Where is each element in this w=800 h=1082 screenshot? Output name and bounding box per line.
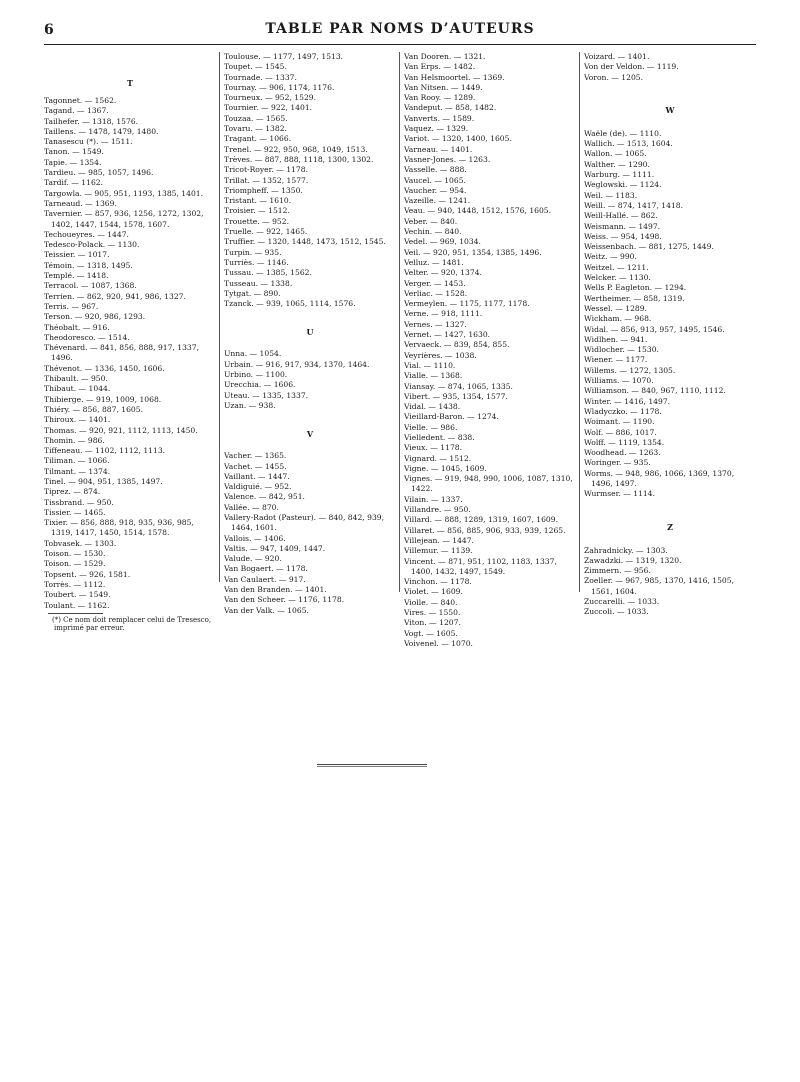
index-entry: Uteau. — 1335, 1337. xyxy=(224,390,309,400)
footnote: (*) Ce nom doit remplacer celui de Tresesco, imprimé par erreur. xyxy=(52,615,212,633)
index-entry: Tanasescu (*). — 1511. xyxy=(44,137,133,147)
index-entry: Theodoresco. — 1514. xyxy=(44,332,130,342)
footnote-rule xyxy=(48,613,103,614)
index-entry: Wickham. — 968. xyxy=(584,314,652,324)
index-entry: Thibault. — 950. xyxy=(44,374,108,384)
index-entry: Weitz. — 990. xyxy=(584,252,637,262)
index-entry: Villemur. — 1139. xyxy=(404,546,473,556)
index-entry: Trèves. — 887, 888, 1118, 1300, 1302. xyxy=(224,154,374,164)
index-entry: Vaillant. — 1447. xyxy=(224,471,290,481)
bottom-rule xyxy=(317,766,427,767)
index-entry: Vires. — 1550. xyxy=(404,608,461,618)
index-entry: Tourneux. — 952, 1529. xyxy=(224,93,317,103)
index-entry: Tagand. — 1367. xyxy=(44,106,109,116)
index-entry: Tardieu. — 985, 1057, 1496. xyxy=(44,168,154,178)
index-entry: Thomin. — 986. xyxy=(44,435,105,445)
index-entry: Unna. — 1054. xyxy=(224,349,282,359)
index-entry: Woodhead. — 1263. xyxy=(584,448,661,458)
index-entry: Truffier. — 1320, 1448, 1473, 1512, 1545. xyxy=(224,237,386,247)
index-entry: Taillens. — 1478, 1479, 1480. xyxy=(44,126,159,136)
index-entry: Wells P. Eagleton. — 1294. xyxy=(584,283,687,293)
index-entry: Williams. — 1070. xyxy=(584,376,654,386)
index-entry: Valence. — 842, 951. xyxy=(224,492,305,502)
index-entry: Tailhefer. — 1318, 1576. xyxy=(44,116,139,126)
index-entry: Van Caulaert. — 917. xyxy=(224,574,306,584)
index-entry: Van den Branden. — 1401. xyxy=(224,585,327,595)
index-entry: Valdiguié. — 952. xyxy=(224,482,292,492)
index-entry: Veau. — 940, 1448, 1512, 1576, 1605. xyxy=(404,206,552,216)
index-entry: Verger. — 1453. xyxy=(404,278,466,288)
bottom-rule xyxy=(317,764,427,765)
index-entry: Wiener. — 1177. xyxy=(584,355,648,365)
index-entry: Voizard. — 1401. xyxy=(584,52,650,61)
index-entry: Tedesco-Polack. — 1130. xyxy=(44,240,140,250)
index-entry: Violle. — 840. xyxy=(404,597,458,607)
index-entry: Thévenot. — 1336, 1450, 1606. xyxy=(44,363,165,373)
index-entry: Zuccarelli. — 1033. xyxy=(584,597,660,607)
index-entry: Veyrières. — 1038. xyxy=(404,350,477,360)
index-entry: Vechin. — 840. xyxy=(404,227,462,237)
index-entry: Van den Scheer. — 1176, 1178. xyxy=(224,595,345,605)
index-column-3 xyxy=(404,52,576,649)
index-entry: Woringer. — 935. xyxy=(584,458,651,468)
index-entry: Vogt. — 1605. xyxy=(404,628,458,638)
index-entry: Van Bogaert. — 1178. xyxy=(224,564,308,574)
index-entry: Uzan. — 938. xyxy=(224,400,276,410)
index-entry: Velluz. — 1481. xyxy=(404,257,464,267)
index-entry: Vieux. — 1178. xyxy=(404,443,463,453)
index-entry: Wladyczko. — 1178. xyxy=(584,406,662,416)
index-entry: Vaucher. — 954. xyxy=(404,185,467,195)
index-entry: Vinchon. — 1178. xyxy=(404,577,472,587)
index-entry: Vachet. — 1455. xyxy=(224,461,287,471)
index-entry: Turriès. — 1146. xyxy=(224,257,289,267)
index-entry: Thomas. — 920, 921, 1112, 1113, 1450. xyxy=(44,425,198,435)
index-entry: Témoin. — 1318, 1495. xyxy=(44,260,133,270)
index-entry: Tournier. — 922, 1401. xyxy=(224,103,313,113)
index-entry: Waële (de). — 1110. xyxy=(584,128,662,138)
index-entry: Vielle. — 986. xyxy=(404,422,458,432)
index-entry: Vallée. — 870. xyxy=(224,502,279,512)
index-entry: Tixier. — 856, 888, 918, 935, 936, 985, 1319, 1417, 1450, 1514, 1578. xyxy=(44,518,194,538)
index-entry: Terrien. — 862, 920, 941, 986, 1327. xyxy=(44,291,186,301)
index-entry: Van Dooren. — 1321. xyxy=(404,52,486,61)
index-entry: Van Helsmoortel. — 1369. xyxy=(404,72,505,82)
index-entry: Valude. — 920. xyxy=(224,554,282,564)
index-entry: Thibierge. — 919, 1009, 1068. xyxy=(44,394,162,404)
index-entry: Zoeller. — 967, 985, 1370, 1416, 1505, 1561, 1604. xyxy=(584,576,735,596)
index-entry: Troisier. — 1512. xyxy=(224,206,290,216)
index-entry: Thibaut. — 1044. xyxy=(44,384,111,394)
index-entry: Vielledent. — 838. xyxy=(404,432,475,442)
spacer xyxy=(584,83,756,103)
index-entry: Tragant. — 1066. xyxy=(224,134,292,144)
index-entry: Villejean. — 1447. xyxy=(404,535,474,545)
index-entry: Tilmant. — 1374. xyxy=(44,466,111,476)
spacer xyxy=(224,441,396,451)
index-entry: Viansay. — 874, 1065, 1335. xyxy=(404,381,513,391)
index-entry: Tovaru. — 1382. xyxy=(224,124,287,134)
index-entry: Théobalt. — 916. xyxy=(44,322,110,332)
index-entry: Tobvasek. — 1303. xyxy=(44,538,117,548)
index-entry: Vandeput. — 858, 1482. xyxy=(404,103,497,113)
index-entry: Wurmser. — 1114. xyxy=(584,489,655,499)
index-entry: Vigne. — 1045, 1609. xyxy=(404,463,487,473)
section-letter: T xyxy=(127,78,133,88)
index-entry: Terracol. — 1087, 1368. xyxy=(44,281,137,291)
index-entry: Weismann. — 1497. xyxy=(584,221,661,231)
column-divider xyxy=(579,52,580,592)
index-entry: Wolf. — 886, 1017. xyxy=(584,427,657,437)
index-entry: Weiss. — 954, 1498. xyxy=(584,231,662,241)
index-entry: Tournay. — 906, 1174, 1176. xyxy=(224,82,335,92)
index-entry: Veber. — 840. xyxy=(404,216,458,226)
index-entry: Willems. — 1272, 1305. xyxy=(584,365,676,375)
index-entry: Trenel. — 922, 950, 968, 1049, 1513. xyxy=(224,144,368,154)
index-entry: Vidal. — 1438. xyxy=(404,402,461,412)
index-entry: Tarneaud. — 1369. xyxy=(44,198,117,208)
index-entry: Tanon. — 1549. xyxy=(44,147,104,157)
index-entry: Turpin. — 935. xyxy=(224,247,282,257)
index-entry: Weill. — 874, 1417, 1418. xyxy=(584,200,684,210)
index-entry: Voron. — 1205. xyxy=(584,72,644,82)
index-entry: Van Erps. — 1482. xyxy=(404,62,476,72)
index-entry: Vazeille. — 1241. xyxy=(404,196,471,206)
index-entry: Van Nitsen. — 1449. xyxy=(404,82,483,92)
index-entry: Vignard. — 1512. xyxy=(404,453,472,463)
index-entry: Weglowski. — 1124. xyxy=(584,180,662,190)
index-entry: Widlhen. — 941. xyxy=(584,334,648,344)
index-entry: Wallon. — 1065. xyxy=(584,149,647,159)
spacer xyxy=(584,500,756,520)
page-number: 6 xyxy=(44,22,54,38)
index-entry: Vignes. — 919, 948, 990, 1006, 1087, 1310, 1422. xyxy=(404,474,573,494)
index-entry: Toupet. — 1545. xyxy=(224,62,287,72)
column-divider xyxy=(399,52,400,592)
index-entry: Vedel. — 969, 1034. xyxy=(404,237,481,247)
index-entry: Torrès. — 1112. xyxy=(44,579,106,589)
index-entry: Van Rooy. — 1289. xyxy=(404,93,476,103)
index-entry: Wessel. — 1289. xyxy=(584,303,647,313)
index-entry: Terris. — 967. xyxy=(44,301,99,311)
index-entry: Variot. — 1320, 1400, 1605. xyxy=(404,134,512,144)
index-entry: Topsent. — 926, 1581. xyxy=(44,569,131,579)
index-entry: Williamson. — 840, 967, 1110, 1112. xyxy=(584,386,726,396)
index-entry: Toubert. — 1549. xyxy=(44,590,111,600)
index-entry: Vanverts. — 1589. xyxy=(404,113,475,123)
index-entry: Truelle. — 922, 1465. xyxy=(224,227,308,237)
index-entry: Tiliman. — 1066. xyxy=(44,456,110,466)
index-entry: Winter. — 1416, 1497. xyxy=(584,396,671,406)
index-entry: Voivenel. — 1070. xyxy=(404,638,473,648)
index-entry: Tavernier. — 857, 936, 1256, 1272, 1302, 1402, 1447, 1544, 1578, 1607. xyxy=(44,209,204,229)
index-entry: Urbain. — 916, 917, 934, 1370, 1464. xyxy=(224,359,370,369)
index-entry: Violet. — 1609. xyxy=(404,587,463,597)
index-entry: Weill-Hallé. — 862. xyxy=(584,211,658,221)
index-entry: Zimmern. — 956. xyxy=(584,566,651,576)
index-entry: Tardif. — 1162. xyxy=(44,178,104,188)
index-entry: Tapie. — 1354. xyxy=(44,157,102,167)
index-entry: Urecchia. — 1606. xyxy=(224,380,296,390)
index-entry: Zahradnicky. — 1303. xyxy=(584,545,668,555)
index-entry: Tissier. — 1465. xyxy=(44,507,106,517)
spacer xyxy=(224,309,396,325)
index-entry: Wertheimer. — 858, 1319. xyxy=(584,293,685,303)
index-entry: Woimant. — 1190. xyxy=(584,417,655,427)
index-entry: Vacher. — 1365. xyxy=(224,451,287,461)
index-entry: Weitzel. — 1211. xyxy=(584,262,649,272)
index-entry: Tinel. — 904, 951, 1385, 1497. xyxy=(44,476,163,486)
index-column-4 xyxy=(584,52,756,618)
section-letter: U xyxy=(306,327,314,338)
index-entry: Trouette. — 952. xyxy=(224,216,289,226)
section-letter: W xyxy=(665,104,675,115)
index-entry: Veil. — 920, 951, 1354, 1385, 1496. xyxy=(404,247,542,257)
index-entry: Worms. — 948, 986, 1066, 1369, 1370, 1496, 1497. xyxy=(584,468,735,488)
index-entry: Tytgat. — 890. xyxy=(224,288,281,298)
index-entry: Vincent. — 871, 951, 1102, 1183, 1337, 1400, 1432, 1497, 1549. xyxy=(404,556,557,576)
index-entry: Vialle. — 1368. xyxy=(404,371,463,381)
index-entry: Tissbrand. — 950. xyxy=(44,497,114,507)
index-entry: Villaret. — 856, 885, 906, 933, 939, 1265. xyxy=(404,525,566,535)
index-entry: Verne. — 918, 1111. xyxy=(404,309,483,319)
spacer xyxy=(224,339,396,349)
index-entry: Targowla. — 905, 951, 1193, 1385, 1401. xyxy=(44,188,204,198)
index-entry: Valtis. — 947, 1409, 1447. xyxy=(224,543,326,553)
index-entry: Vervaeck. — 839, 854, 855. xyxy=(404,340,510,350)
index-entry: Vernet. — 1427, 1630. xyxy=(404,330,491,340)
index-entry: Tiprez. — 874. xyxy=(44,487,101,497)
index-entry: Van der Valk. — 1065. xyxy=(224,605,309,615)
index-entry: Walther. — 1290. xyxy=(584,159,650,169)
index-entry: Weissenbach. — 881, 1275, 1449. xyxy=(584,242,714,252)
index-column-2 xyxy=(224,52,396,616)
index-entry: Tristant. — 1610. xyxy=(224,196,292,206)
section-letter: Z xyxy=(667,521,673,532)
index-entry: Vibert. — 935, 1354, 1577. xyxy=(404,391,508,401)
index-entry: Widal. — 856, 913, 957, 1495, 1546. xyxy=(584,324,725,334)
page-title: TABLE PAR NOMS D’AUTEURS xyxy=(265,21,535,37)
index-entry: Zuccoli. — 1033. xyxy=(584,607,649,617)
column-divider xyxy=(219,52,220,582)
index-entry: Thévenard. — 841, 856, 888, 917, 1337, 1496. xyxy=(44,343,200,363)
index-entry: Tournade. — 1337. xyxy=(224,72,297,82)
index-entry: Tiffeneau. — 1102, 1112, 1113. xyxy=(44,446,166,456)
index-entry: Vaquez. — 1329. xyxy=(404,124,469,134)
header-rule xyxy=(44,44,756,45)
index-column-1 xyxy=(44,52,216,633)
index-entry: Wolff. — 1119, 1354. xyxy=(584,437,665,447)
index-entry: Vial. — 1110. xyxy=(404,360,456,370)
index-entry: Touzaa. — 1565. xyxy=(224,113,288,123)
index-entry: Tusseau. — 1338. xyxy=(224,278,293,288)
index-entry: Urbino. — 1100. xyxy=(224,370,288,380)
index-entry: Villard. — 888, 1289, 1319, 1607, 1609. xyxy=(404,515,559,525)
index-entry: Wallich. — 1513, 1604. xyxy=(584,139,673,149)
index-entry: Trillat. — 1352, 1577. xyxy=(224,175,309,185)
index-entry: Techoueyres. — 1447. xyxy=(44,229,129,239)
index-entry: Toulant. — 1162. xyxy=(44,600,110,610)
index-entry: Tagonnet. — 1562. xyxy=(44,96,117,105)
index-entry: Von der Veldon. — 1119. xyxy=(584,62,679,72)
index-entry: Weil. — 1183. xyxy=(584,190,638,200)
index-entry: Velter. — 920, 1374. xyxy=(404,268,482,278)
index-entry: Terson. — 920, 986, 1293. xyxy=(44,312,146,322)
index-entry: Villandre. — 950. xyxy=(404,505,471,515)
index-entry: Vaucel. — 1065. xyxy=(404,175,466,185)
index-entry: Verliac. — 1528. xyxy=(404,288,468,298)
index-entry: Varneau. — 1401. xyxy=(404,144,473,154)
index-entry: Widlocher. — 1530. xyxy=(584,345,659,355)
index-entry: Vieillard-Baron. — 1274. xyxy=(404,412,499,422)
spacer xyxy=(584,534,756,546)
index-entry: Teissier. — 1017. xyxy=(44,250,110,260)
index-entry: Welcker. — 1130. xyxy=(584,273,651,283)
spacer xyxy=(584,117,756,129)
index-entry: Tussau. — 1385, 1562. xyxy=(224,268,312,278)
index-entry: Toison. — 1530. xyxy=(44,549,106,559)
index-entry: Vilain. — 1337. xyxy=(404,494,463,504)
index-entry: Vasselle. — 888. xyxy=(404,165,467,175)
index-entry: Vallery-Radot (Pasteur). — 840, 842, 939, 1464, 1601. xyxy=(224,512,385,533)
index-entry: Warburg. — 1111. xyxy=(584,170,655,180)
index-entry: Vernes. — 1327. xyxy=(404,319,467,329)
spacer xyxy=(224,411,396,427)
index-entry: Tzanck. — 939, 1065, 1114, 1576. xyxy=(224,299,356,309)
index-entry: Viton. — 1207. xyxy=(404,618,461,628)
index-entry: Vallois. — 1406. xyxy=(224,533,286,543)
index-entry: Templé. — 1418. xyxy=(44,271,109,281)
index-entry: Zawadzki. — 1319, 1320. xyxy=(584,555,682,565)
index-entry: Thiéry. — 856, 887, 1605. xyxy=(44,404,144,414)
index-entry: Vasner-Jones. — 1263. xyxy=(404,154,491,164)
index-entry: Toulouse. — 1177, 1497, 1513. xyxy=(224,52,344,61)
index-entry: Vermeylen. — 1175, 1177, 1178. xyxy=(404,299,530,309)
index-entry: Thiroux. — 1401. xyxy=(44,415,111,425)
index-entry: Triompheff. — 1350. xyxy=(224,185,303,195)
section-letter: V xyxy=(306,429,314,440)
index-entry: Tricot-Royer. — 1178. xyxy=(224,165,309,175)
index-entry: Toison. — 1529. xyxy=(44,559,106,569)
spacer xyxy=(44,52,216,76)
